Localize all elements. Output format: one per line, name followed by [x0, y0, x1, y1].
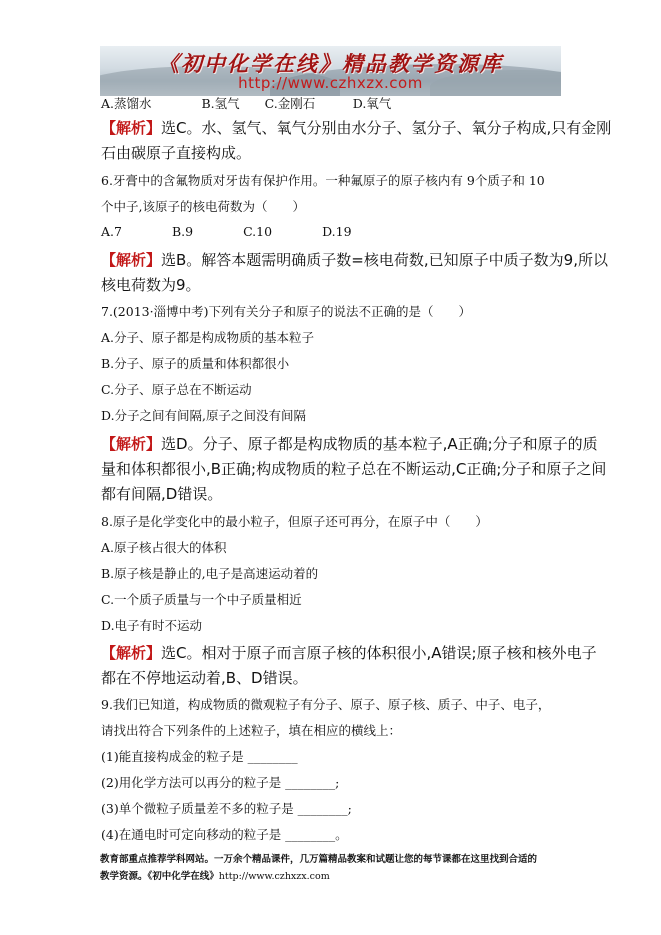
line-text: B.分子、原子的质量和体积都很小 — [101, 356, 290, 371]
line-text: D.分子之间有间隔,原子之间没有间隔 — [101, 408, 307, 423]
option-line — [101, 222, 352, 240]
option-line — [101, 538, 227, 556]
footer-text: 教学资源。《初中化学在线》 — [100, 871, 219, 882]
analysis-tag: 【解析】 — [101, 119, 162, 137]
option-line — [101, 380, 252, 398]
line-text: A.蒸馏水 B.氢气 C.金刚石 D.氧气 — [101, 96, 392, 111]
banner-title: 《初中化学在线》精品教学资源库 — [158, 51, 503, 76]
analysis-line — [101, 142, 251, 163]
line-text: A.7 B.9 C.10 D.19 — [101, 224, 352, 239]
option-line — [101, 94, 391, 112]
line-text: 8.原子是化学变化中的最小粒子，但原子还可再分，在原子中（ ） — [101, 514, 488, 529]
line-text: (1)能直接构成金的粒子是 ________ — [101, 749, 298, 764]
line-text: 都有间隔,D错误。 — [101, 485, 223, 503]
line-text: (3)单个微粒子质量差不多的粒子是 ________; — [101, 801, 352, 816]
line-text: 7.(2013·淄博中考)下列有关分子和原子的说法不正确的是（ ） — [101, 304, 471, 319]
question-line — [101, 695, 550, 713]
line-text: A.分子、原子都是构成物质的基本粒子 — [101, 330, 315, 345]
analysis-line — [101, 458, 606, 479]
footer-url[interactable]: http://www.czhxzx.com — [218, 871, 330, 882]
line-text: 都在不停地运动着,B、D错误。 — [101, 669, 308, 687]
line-text: 选C。相对于原子而言原子核的体积很小,A错误;原子核和核外电子 — [161, 644, 597, 662]
analysis-tag: 【解析】 — [101, 251, 162, 269]
line-text: 量和体积都很小,B正确;构成物质的粒子总在不断运动,C正确;分子和原子之间 — [101, 460, 607, 478]
question-line — [101, 197, 305, 215]
line-text: (2)用化学方法可以再分的粒子是 ________; — [101, 775, 340, 790]
line-text: 选C。水、氢气、氧气分别由水分子、氢分子、氧分子构成,只有金刚 — [161, 119, 612, 137]
line-text: A.原子核占很大的体积 — [101, 540, 227, 555]
banner-url[interactable]: http://www.czhxzx.com — [238, 74, 423, 92]
option-line — [101, 354, 289, 372]
line-text: 9.我们已知道，构成物质的微观粒子有分子、原子、原子核、质子、中子、电子， — [101, 697, 551, 712]
line-text: 核电荷数为9。 — [101, 276, 201, 294]
question-line — [101, 512, 488, 530]
option-line — [101, 328, 314, 346]
footer-line — [100, 868, 537, 885]
option-line — [101, 590, 302, 608]
page-footer — [100, 851, 537, 885]
analysis-tag: 【解析】 — [101, 644, 162, 662]
line-text: (4)在通电时可定向移动的粒子是 ________。 — [101, 827, 348, 842]
line-text: C.分子、原子总在不断运动 — [101, 382, 252, 397]
analysis-line — [101, 433, 598, 454]
question-line — [101, 825, 348, 843]
analysis-line — [101, 249, 608, 270]
analysis-line — [101, 117, 611, 138]
header-banner — [100, 46, 561, 96]
question-line — [101, 721, 401, 739]
question-line — [101, 302, 471, 320]
line-text: C.一个质子质量与一个中子质量相近 — [101, 592, 302, 607]
line-text: 请找出符合下列条件的上述粒子，填在相应的横线上： — [101, 723, 402, 738]
footer-line: 教育部重点推荐学科网站。一万余个精品课件，几万篇精品教案和试题让您的每节课都在这里找到合适的 — [100, 854, 538, 865]
line-text: D.电子有时不运动 — [101, 618, 203, 633]
analysis-line — [101, 483, 222, 504]
analysis-line — [101, 667, 308, 688]
analysis-line — [101, 274, 201, 295]
line-text: 选D。分子、原子都是构成物质的基本粒子,A正确;分子和原子的质 — [161, 435, 598, 453]
question-line — [101, 799, 352, 817]
line-text: 石由碳原子直接构成。 — [101, 144, 252, 162]
line-text: B.原子核是静止的,电子是高速运动着的 — [101, 566, 319, 581]
analysis-tag: 【解析】 — [101, 435, 162, 453]
option-line — [101, 616, 202, 634]
analysis-line — [101, 642, 597, 663]
line-text: 个中子,该原子的核电荷数为（ ） — [101, 199, 305, 214]
option-line — [101, 564, 318, 582]
line-text: 选B。解答本题需明确质子数=核电荷数,已知原子中质子数为9,所以 — [161, 251, 608, 269]
question-line — [101, 171, 545, 189]
question-line — [101, 773, 339, 791]
option-line — [101, 406, 306, 424]
line-text: 6.牙膏中的含氟物质对牙齿有保护作用。一种氟原子的原子核内有 9个质子和 10 — [101, 173, 545, 188]
question-line — [101, 747, 298, 765]
